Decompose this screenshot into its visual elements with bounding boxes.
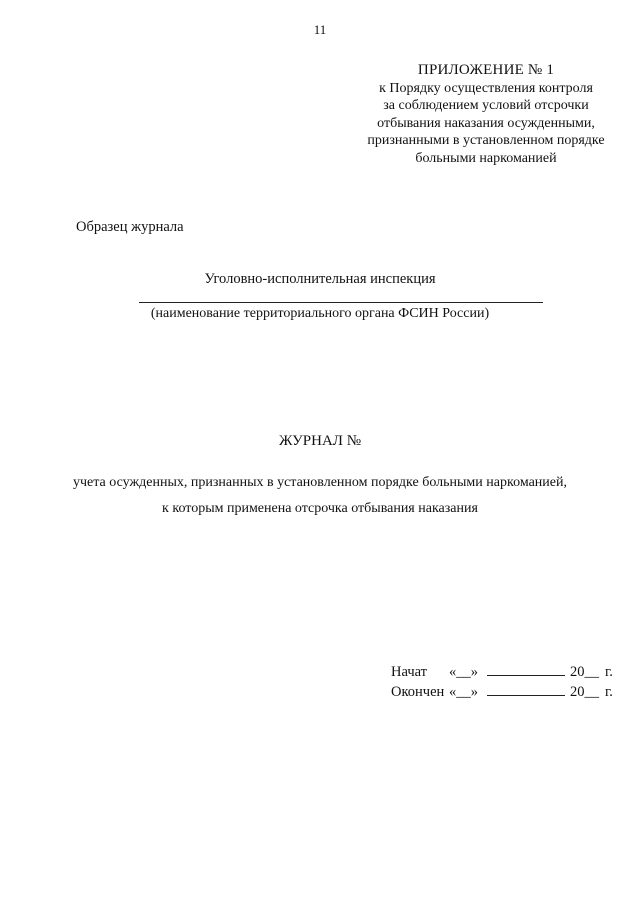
date-ended-suffix: г.	[605, 683, 613, 700]
date-ended-month-blank	[487, 682, 565, 696]
page-number: 11	[313, 22, 327, 37]
appendix-block	[356, 62, 616, 167]
date-started-month-blank	[487, 662, 565, 676]
journal-dates	[391, 662, 613, 701]
journal-title: ЖУРНАЛ №	[278, 433, 362, 449]
date-started-day: «__»	[449, 664, 478, 680]
date-ended-year: 20__	[570, 683, 599, 700]
appendix-line: больными наркоманией	[415, 150, 557, 166]
inspection-name: Уголовно-исполнительная инспекция	[204, 271, 436, 287]
journal-description-line: к которым применена отсрочка отбывания наказания	[162, 501, 478, 516]
date-ended-day: «__»	[449, 683, 478, 700]
date-started-year: 20__	[570, 664, 599, 680]
date-started-label: Начат	[391, 664, 428, 680]
appendix-line: к Порядку осуществления контроля	[379, 80, 593, 96]
journal-description-line: учета осужденных, признанных в установленном порядке больными наркоманией,	[73, 475, 567, 490]
date-ended-label: Окончен	[391, 683, 445, 700]
date-ended-row	[391, 682, 613, 702]
organ-caption: (наименование территориального органа ФСИН России)	[150, 306, 490, 321]
date-started-suffix: г.	[605, 664, 613, 680]
appendix-line: признанными в установленном порядке	[367, 133, 605, 148]
appendix-line: за соблюдением условий отсрочки	[383, 98, 589, 113]
appendix-title: ПРИЛОЖЕНИЕ № 1	[417, 62, 555, 78]
date-started-row	[391, 662, 613, 682]
sample-label: Образец журнала	[76, 219, 184, 235]
journal-description	[0, 470, 640, 522]
organ-name-blank-line	[139, 302, 543, 303]
appendix-line: отбывания наказания осужденными,	[377, 115, 595, 131]
